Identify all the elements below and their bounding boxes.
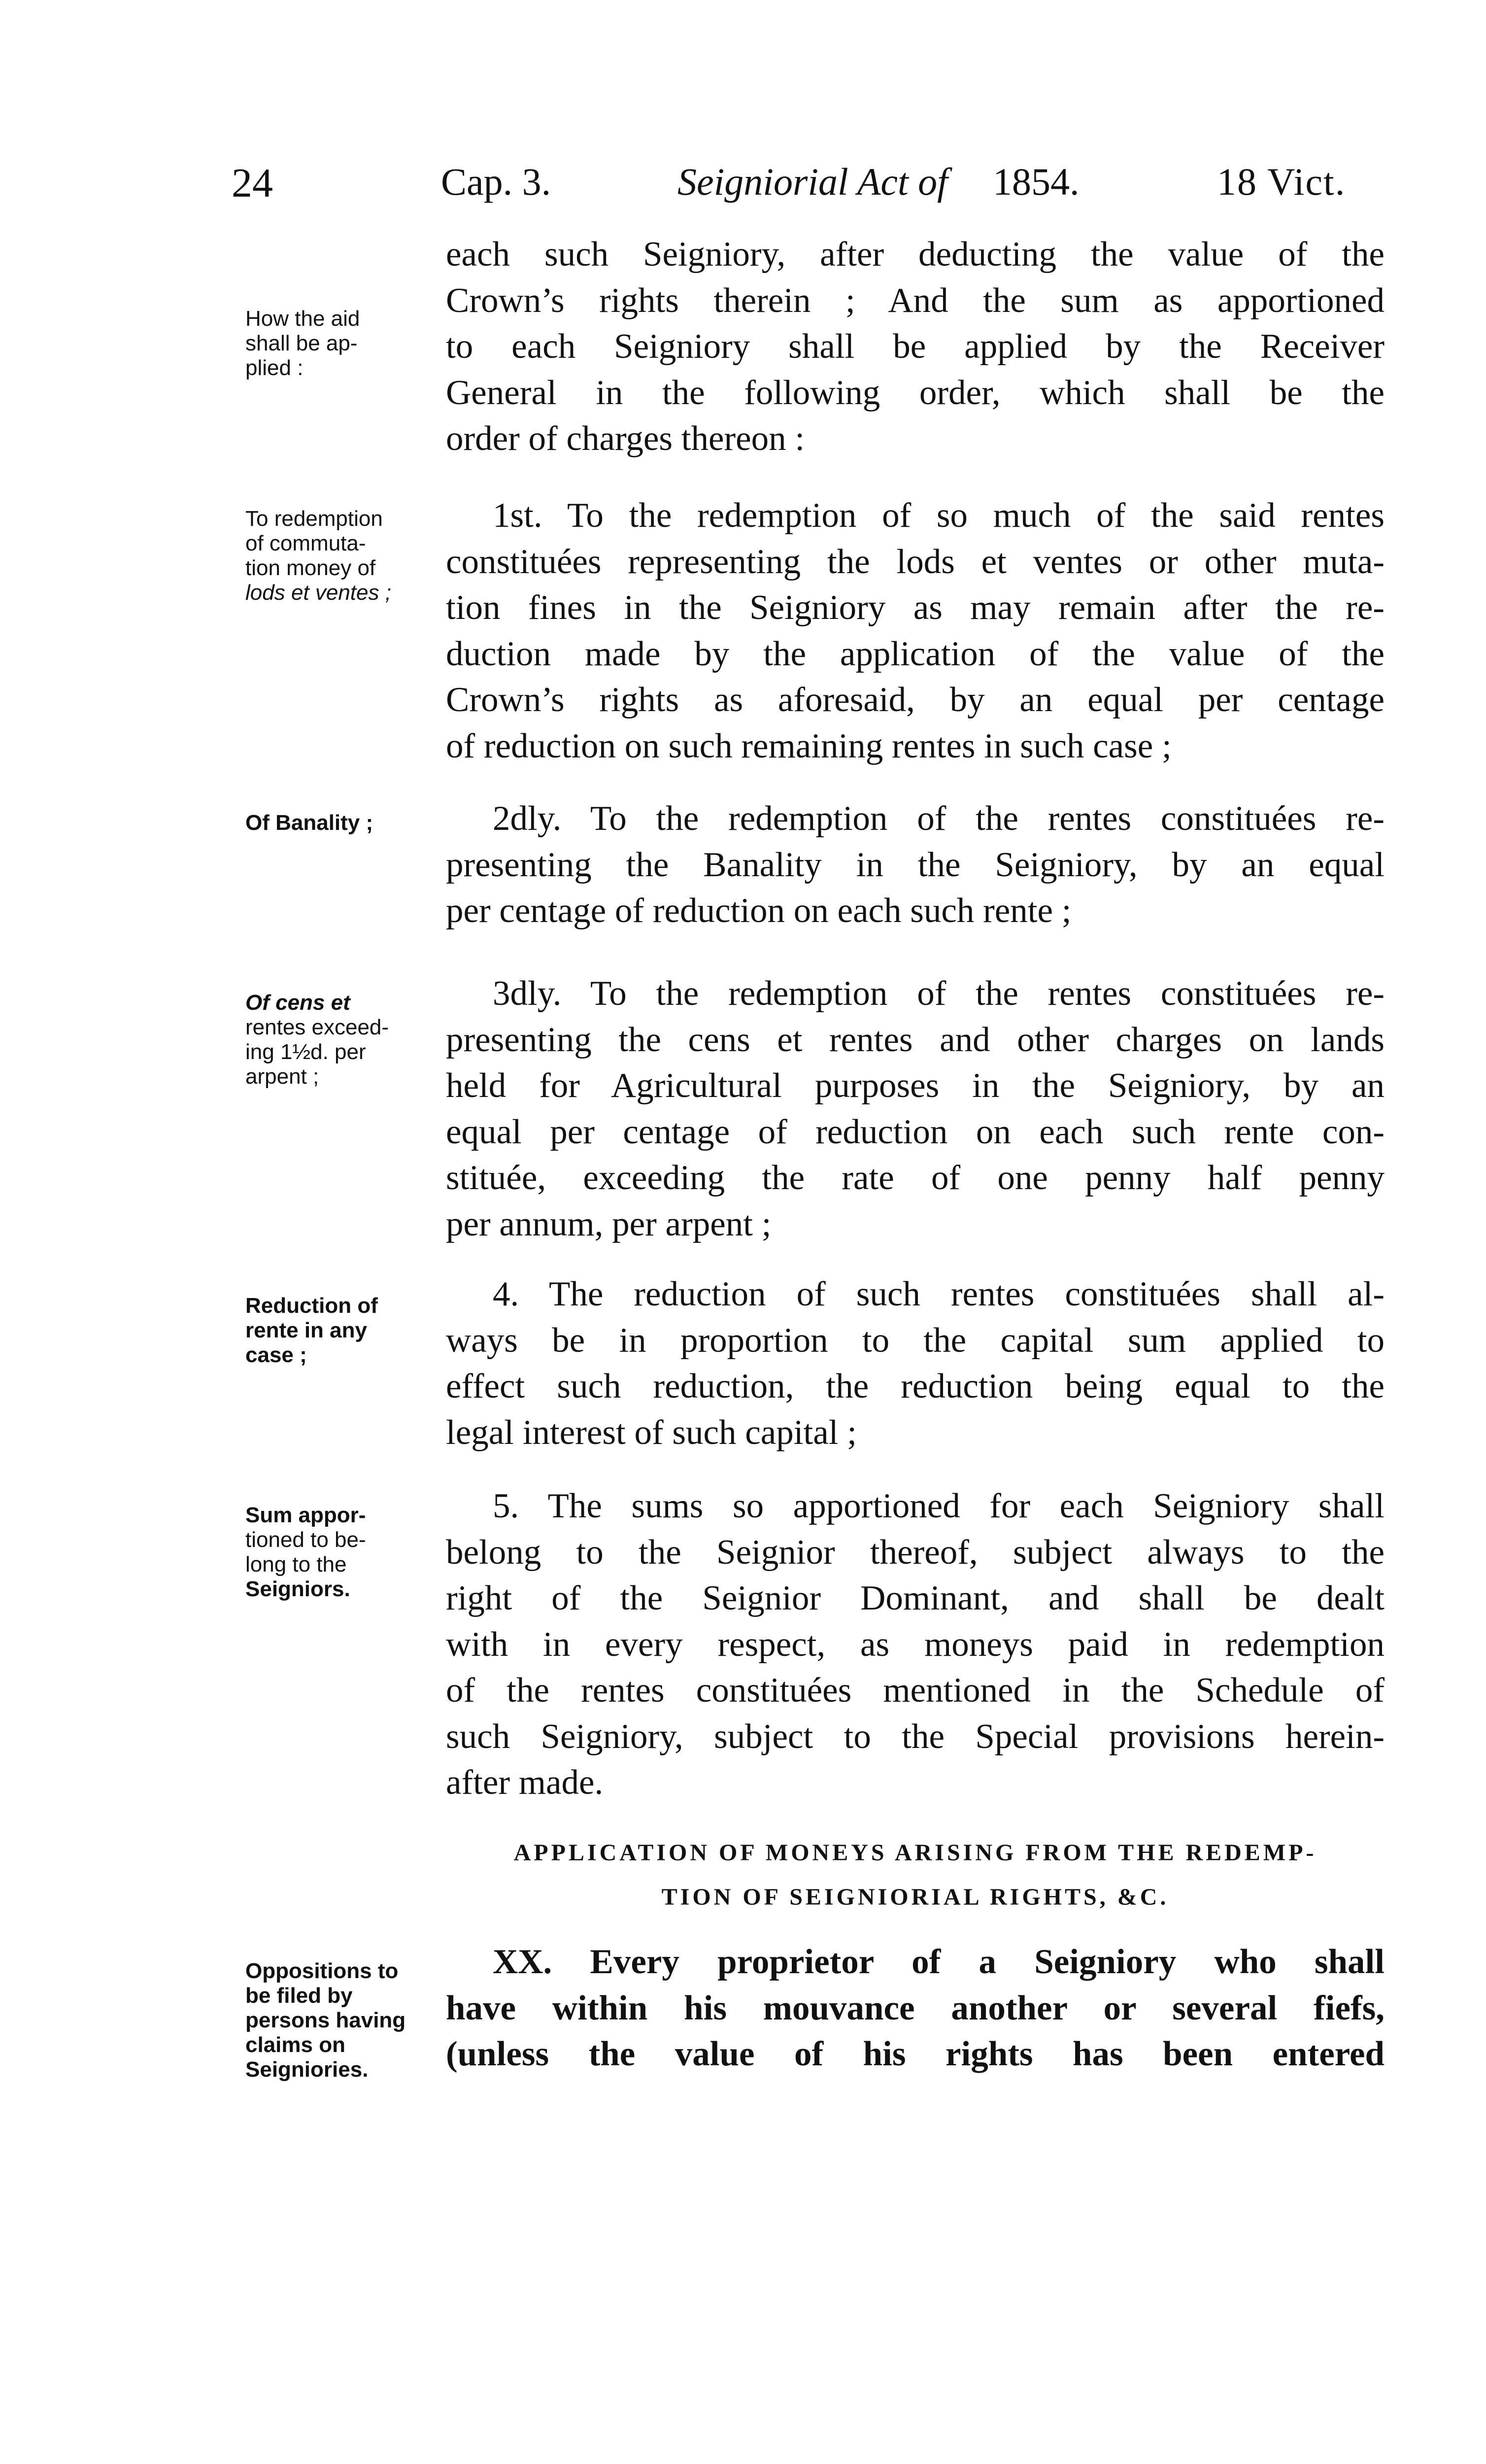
- text-line: constituées representing the lods et ventes or other muta-: [446, 542, 1385, 581]
- margin-note-redemption: [245, 507, 433, 605]
- note-line: tioned to be-: [245, 1528, 366, 1552]
- text-line: Crown’s rights therein ; And the sum as apportioned: [446, 281, 1385, 320]
- text-line: 2dly. To the redemption of the rentes constituées re-: [493, 799, 1385, 838]
- text-line: presenting the Banality in the Seigniory, by an equal: [446, 845, 1385, 884]
- note-line: ing 1½d. per: [245, 1040, 366, 1064]
- note-line: Of cens et: [245, 991, 350, 1015]
- note-line: plied :: [245, 356, 304, 380]
- note-line: rente in any: [245, 1318, 367, 1342]
- note-line: rentes exceed-: [245, 1015, 389, 1039]
- note-line: To redemption: [245, 507, 383, 531]
- note-line: shall be ap-: [245, 331, 358, 355]
- note-line: of commuta-: [245, 531, 366, 555]
- text-line: 5. The sums so apportioned for each Seigniory shall: [493, 1487, 1385, 1525]
- text-line: stituée, exceeding the rate of one penny half penny: [446, 1159, 1385, 1197]
- clause-first: [446, 493, 1385, 769]
- note-line: Reduction of: [245, 1294, 378, 1318]
- note-line: persons having: [245, 2008, 406, 2032]
- text-line: ways be in proportion to the capital sum applied to: [446, 1321, 1385, 1360]
- margin-note-banality: [245, 811, 433, 835]
- text-line: legal interest of such capital ;: [446, 1413, 857, 1452]
- text-line: 4. The reduction of such rentes constituées shall al-: [493, 1275, 1385, 1313]
- note-line: claims on: [245, 2033, 345, 2057]
- text-line: per annum, per arpent ;: [446, 1204, 772, 1243]
- margin-note-aid-applied: [245, 307, 433, 380]
- clause-second: [446, 796, 1385, 934]
- text-line: after made.: [446, 1763, 604, 1802]
- text-line: held for Agricultural purposes in the Seigniory, by an: [446, 1066, 1385, 1105]
- text-line: to each Seigniory shall be applied by the Receiver: [446, 327, 1385, 366]
- clause-third: [446, 971, 1385, 1247]
- note-line: How the aid: [245, 307, 360, 331]
- note-line: case ;: [245, 1343, 307, 1367]
- note-line: long to the: [245, 1552, 347, 1576]
- note-line: Oppositions to: [245, 1959, 399, 1983]
- chapter-label: Cap. 3.: [441, 160, 551, 203]
- margin-note-cens-et-rentes: [245, 991, 433, 1089]
- text-line: right of the Seignior Dominant, and shall be dealt: [446, 1579, 1385, 1617]
- text-line: belong to the Seignior thereof, subject always to the: [446, 1533, 1385, 1572]
- text-line: tion fines in the Seigniory as may remain after the re-: [446, 588, 1385, 627]
- text-line: per centage of reduction on each such rente ;: [446, 891, 1072, 930]
- clause-fourth: [446, 1271, 1385, 1456]
- heading-line: TION OF SEIGNIORIAL RIGHTS, &C.: [661, 1884, 1169, 1910]
- text-line: of the rentes constituées mentioned in the Schedule of: [446, 1671, 1385, 1710]
- section-heading: [446, 1831, 1385, 1919]
- margin-note-oppositions: [245, 1959, 433, 2082]
- note-line: Sum appor-: [245, 1503, 366, 1527]
- margin-note-reduction: [245, 1294, 433, 1368]
- intro-paragraph: [446, 232, 1385, 462]
- text-line: duction made by the application of the value of the: [446, 634, 1385, 673]
- note-line: Of Banality ;: [245, 811, 373, 835]
- running-year: 1854.: [993, 160, 1080, 203]
- text-line: of reduction on such remaining rentes in such case ;: [446, 726, 1172, 765]
- text-line: with in every respect, as moneys paid in redemption: [446, 1625, 1385, 1664]
- running-title: Seigniorial Act of: [677, 160, 948, 203]
- note-line: arpent ;: [245, 1064, 319, 1089]
- note-line: Seigniories.: [245, 2057, 369, 2082]
- text-line: each such Seigniory, after deducting the value of the: [446, 235, 1385, 274]
- text-line: General in the following order, which shall be the: [446, 373, 1385, 412]
- heading-line: APPLICATION OF MONEYS ARISING FROM THE REDEMP-: [513, 1840, 1317, 1866]
- text-line: equal per centage of reduction on each such rente con-: [446, 1112, 1385, 1151]
- note-line: tion money of: [245, 556, 376, 580]
- text-line: order of charges thereon :: [446, 419, 805, 458]
- text-line: Crown’s rights as aforesaid, by an equal per centage: [446, 681, 1385, 719]
- text-line: (unless the value of his rights has been entered: [446, 2035, 1385, 2073]
- text-line: effect such reduction, the reduction being equal to the: [446, 1367, 1385, 1405]
- text-line: such Seigniory, subject to the Special provisions herein-: [446, 1717, 1385, 1756]
- page-number: 24: [232, 160, 273, 206]
- regnal-year: 18 Vict.: [1217, 160, 1346, 203]
- text-line: 3dly. To the redemption of the rentes constituées re-: [493, 974, 1385, 1013]
- note-line: Seigniors.: [245, 1577, 350, 1601]
- text-line: have within his mouvance another or several fiefs,: [446, 1988, 1385, 2027]
- text-line: 1st. To the redemption of so much of the said rentes: [493, 496, 1385, 535]
- text-line: presenting the cens et rentes and other charges on lands: [446, 1020, 1385, 1059]
- text-line: XX. Every proprietor of a Seigniory who shall: [493, 1943, 1385, 1981]
- section-xx: [446, 1939, 1385, 2078]
- note-line: lods et ventes ;: [245, 581, 391, 605]
- note-line: be filed by: [245, 1984, 353, 2008]
- clause-fifth: [446, 1483, 1385, 1806]
- margin-note-sum-apportioned: [245, 1503, 433, 1602]
